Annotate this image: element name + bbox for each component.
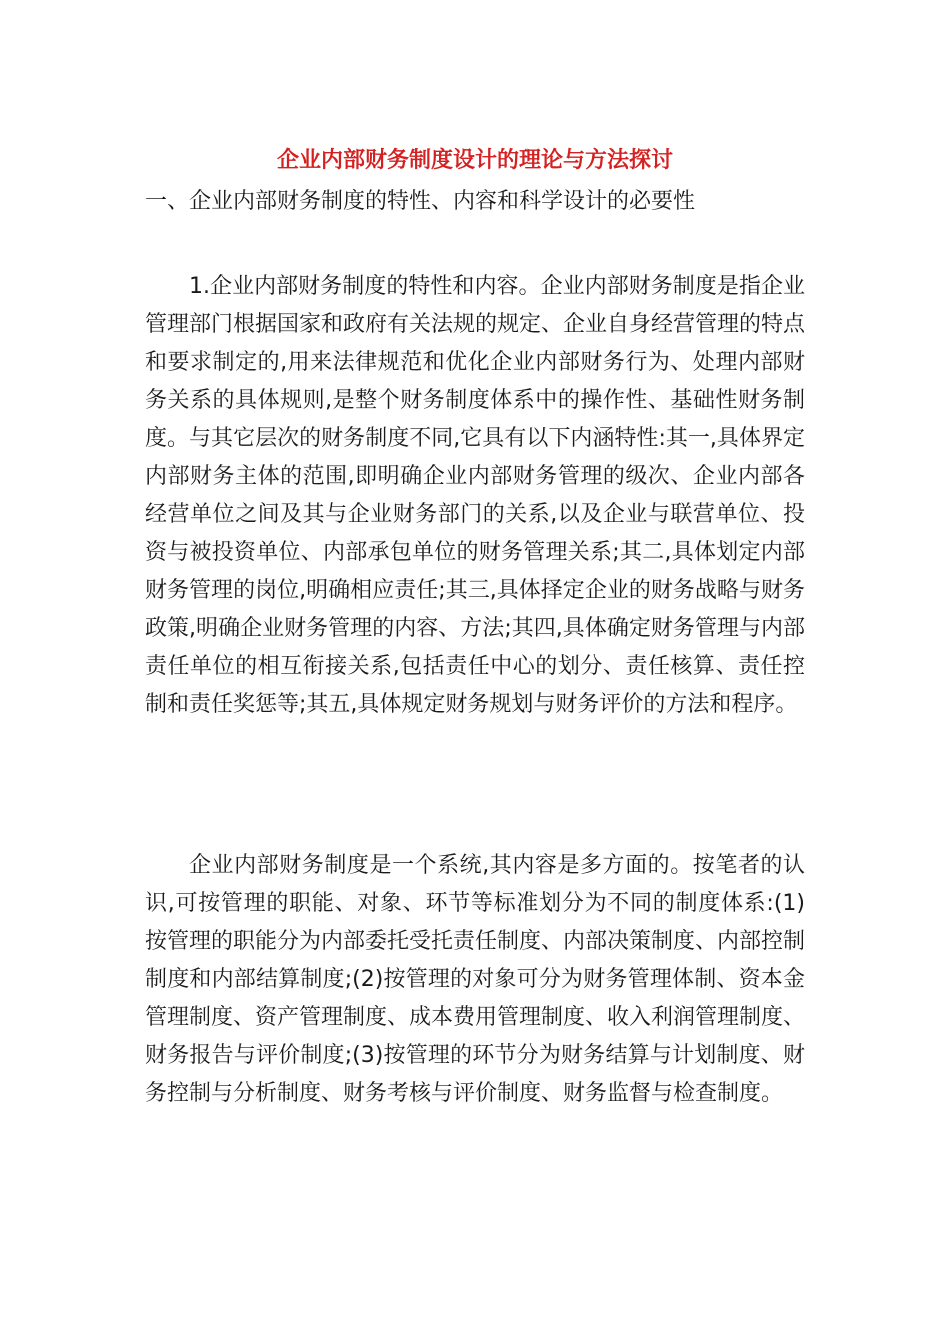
paragraph-1: 1.企业内部财务制度的特性和内容。企业内部财务制度是指企业管理部门根据国家和政府有关法规的规定、企业自身经营管理的特点和要求制定的,用来法律规范和优化企业内部财务行为、处理内部财务关系的具体规则,是整个财务制度体系中的操作性、基础性财务制度。与其它层次的财务制度不同,它具有以下内涵特性:其一,具体界定内部财务主体的范围,即明确企业内部财务管理的级次、企业内部各经营单位之间及其与企业财务部门的关系,以及企业与联营单位、投资与被投资单位、内部承包单位的财务管理关系;其二,具体划定内部财务管理的岗位,明确相应责任;其三,具体择定企业的财务战略与财务政策,明确企业财务管理的内容、方法;其四,具体确定财务管理与内部责任单位的相互衔接关系,包括责任中心的划分、责任核算、责任控制和责任奖惩等;其五,具体规定财务规划与财务评价的方法和程序。 <box>145 274 806 717</box>
document-title: 企业内部财务制度设计的理论与方法探讨 <box>276 148 673 173</box>
section-heading: 一、企业内部财务制度的特性、内容和科学设计的必要性 <box>145 189 696 214</box>
paragraph-2: 企业内部财务制度是一个系统,其内容是多方面的。按笔者的认识,可按管理的职能、对象、环节等标准划分为不同的制度体系:(1)按管理的职能分为内部委托受托责任制度、内部决策制度、内部控制制度和内部结算制度;(2)按管理的对象可分为财务管理体制、资本金管理制度、资产管理制度、成本费用管理制度、收入利润管理制度、财务报告与评价制度;(3)按管理的环节分为财务结算与计划制度、财务控制与分析制度、财务考核与评价制度、财务监督与检查制度。 <box>145 853 806 1106</box>
